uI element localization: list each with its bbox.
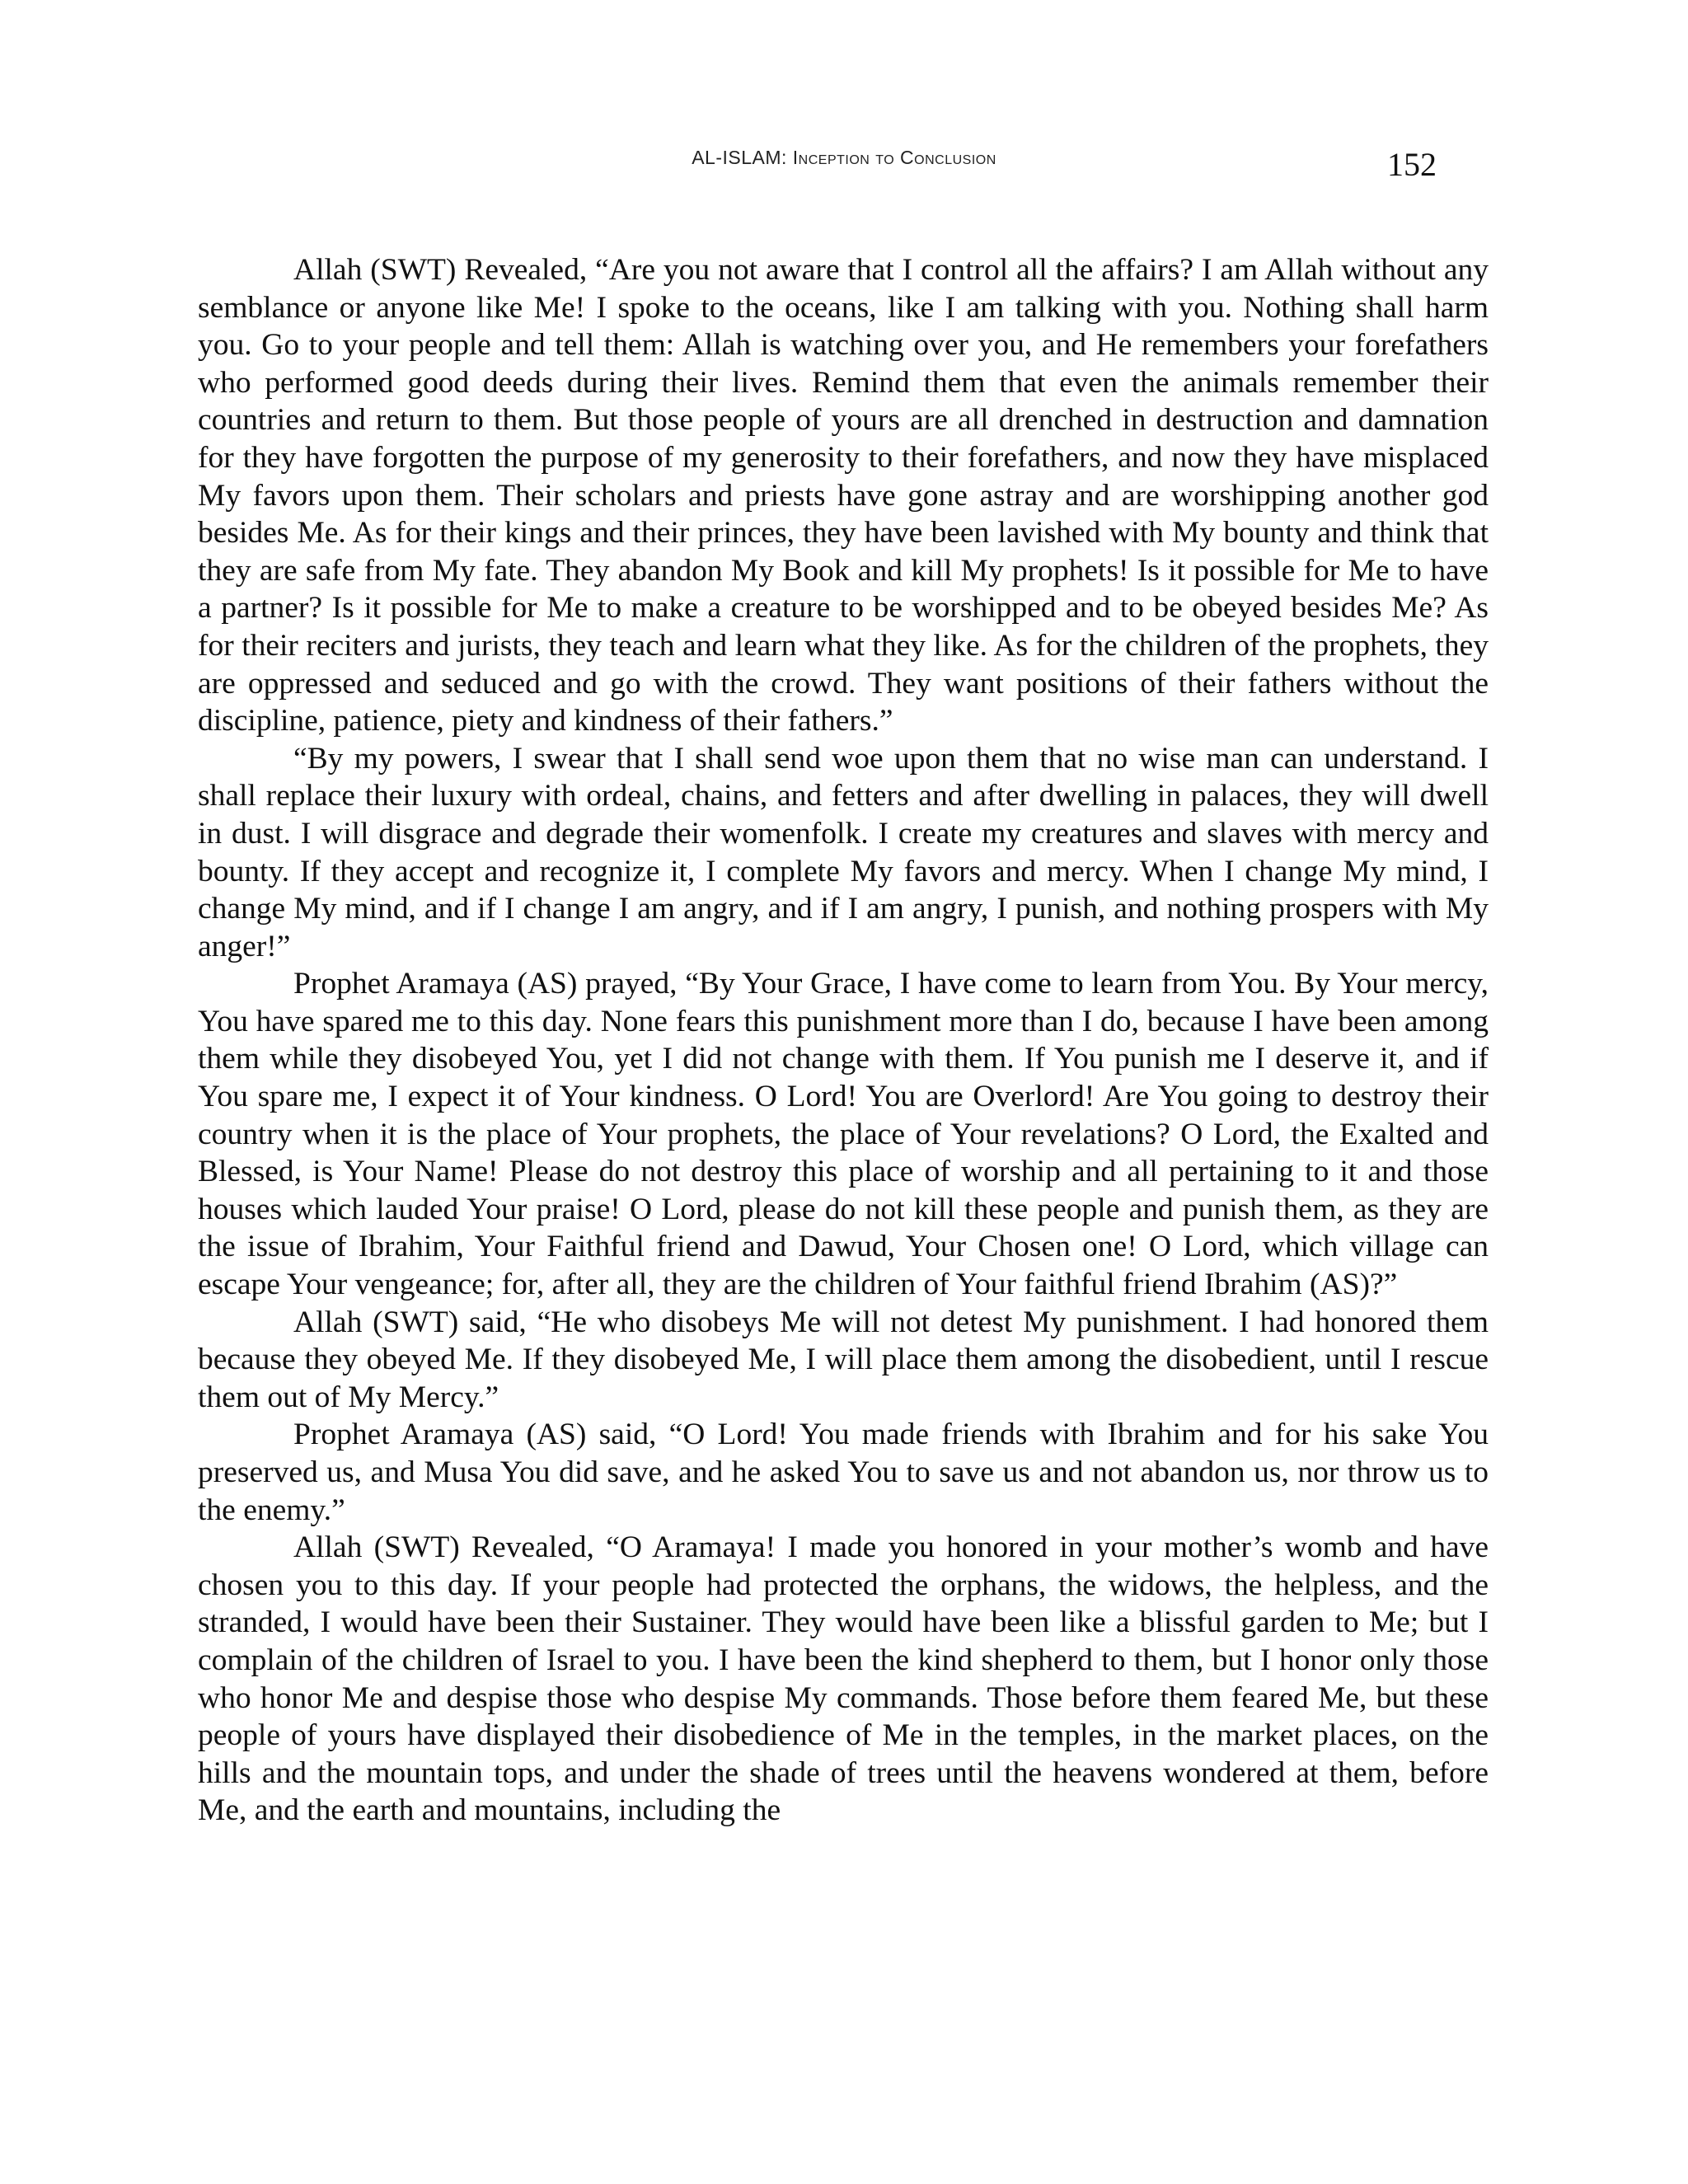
paragraph: Prophet Aramaya (AS) prayed, “By Your Grace, I have come to learn from You. By Your mercy, You have spared me to this day. None fears this punishment more than I do, because I have been among them while they disobeyed You, yet I did not change with them. If You punish me I deserve it, and if You spare me, I expect it of Your kindness. O Lord! You are Overlord! Are You going to destroy their country when it is the place of Your prophets, the place of Your revelations? O Lord, the Exalted and Blessed, is Your Name! Please do not destroy this place of worship and all pertaining to it and those houses which lauded Your praise! O Lord, please do not kill these people and punish them, as they are the issue of Ibrahim, Your Faithful friend and Dawud, Your Chosen one! O Lord, which village can escape Your vengeance; for, after all, they are the children of Your faithful friend Ibrahim (AS)?” [198,967,1489,1302]
paragraph: Prophet Aramaya (AS) said, “O Lord! You made friends with Ibrahim and for his sake You preserved us, and Musa You did save, and he asked You to save us and not abandon us, nor throw us to the enemy.” [198,1418,1489,1527]
running-header-title: AL-ISLAM: Inception to Conclusion [692,147,996,168]
paragraph: Allah (SWT) said, “He who disobeys Me will not detest My punishment. I had honored them because they obeyed Me. If they disobeyed Me, I will place them among the disobedient, until I rescue them out of My Mercy.” [198,1305,1489,1414]
page-number: 152 [1387,146,1437,183]
paragraph: Allah (SWT) Revealed, “O Aramaya! I made you honored in your mother’s womb and have chosen you to this day. If your people had protected the orphans, the widows, the helpless, and the stranded, I would have been their Sustainer. They would have been like a blissful garden to Me; but I complain of the children of Israel to you. I have been the kind shepherd to them, but I honor only those who honor Me and despise those who despise My commands. Those before them feared Me, but these people of yours have displayed their disobedience of Me in the temples, in the market places, on the hills and the mountain tops, and under the shade of trees until the heavens wondered at them, before Me, and the earth and mountains, including the [198,1530,1489,1828]
body-text [198,251,1489,1830]
paragraph: “By my powers, I swear that I shall send woe upon them that no wise man can understand. I shall replace their luxury with ordeal, chains, and fetters and after dwelling in palaces, they will dwell in dust. I will disgrace and degrade their womenfolk. I create my creatures and slaves with mercy and bounty. If they accept and recognize it, I complete My favors and mercy. When I change My mind, I change My mind, and if I change I am angry, and if I am angry, I punish, and nothing prospers with My anger!” [198,741,1489,963]
paragraph: Allah (SWT) Revealed, “Are you not aware that I control all the affairs? I am Allah without any semblance or anyone like Me! I spoke to the oceans, like I am talking with you. Nothing shall harm you. Go to your people and tell them: Allah is watching over you, and He remembers your forefathers who performed good deeds during their lives. Remind them that even the animals remember their countries and return to them. But those people of yours are all drenched in destruction and damnation for they have forgotten the purpose of my generosity to their forefathers, and now they have misplaced My favors upon them. Their scholars and priests have gone astray and are worshipping another god besides Me. As for their kings and their princes, they have been lavished with My bounty and think that they are safe from My fate. They abandon My Book and kill My prophets! Is it possible for Me to have a partner? Is it possible for Me to make a creature to be worshipped and to be obeyed besides Me? As for their reciters and jurists, they teach and learn what they like. As for the children of the prophets, they are oppressed and seduced and go with the crowd. They want positions of their fathers without the discipline, patience, piety and kindness of their fathers.” [198,253,1489,738]
